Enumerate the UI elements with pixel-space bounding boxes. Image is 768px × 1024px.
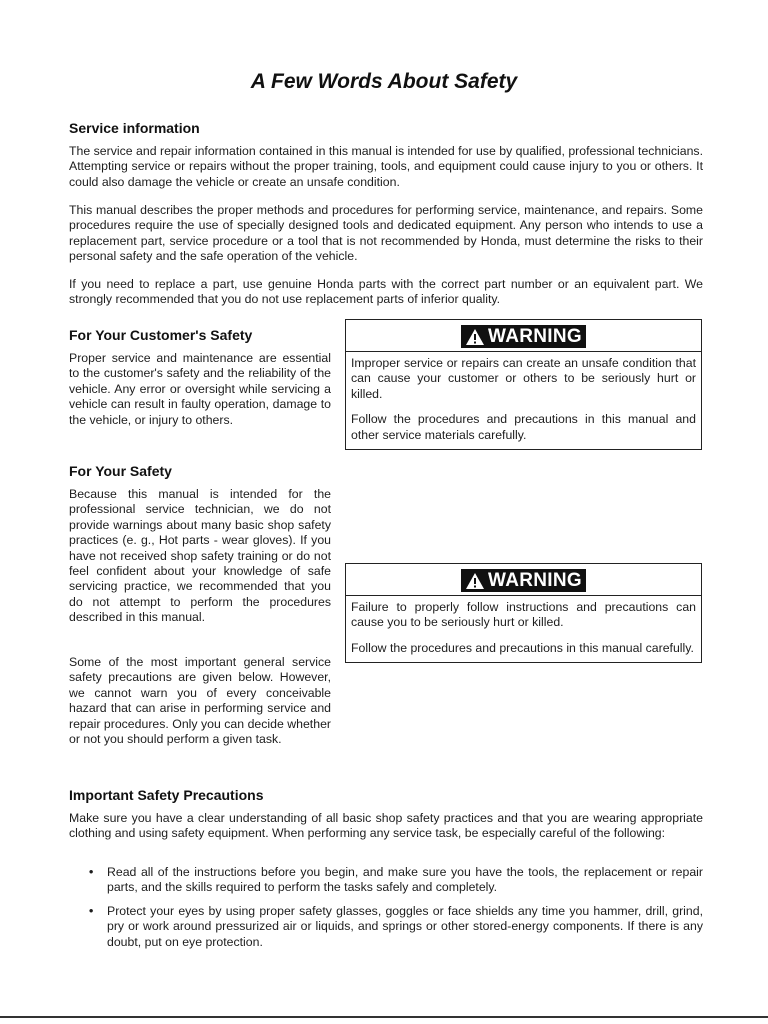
customer-safety-text: Proper service and maintenance are essential to the customer's safety and the reliability of the vehicle. Any error or oversight while servicing a vehicle can result in faulty operation, damage to the vehicle, or injury to others. bbox=[69, 351, 331, 427]
warning-label: WARNING bbox=[488, 570, 582, 591]
customer-safety-heading: For Your Customer's Safety bbox=[69, 327, 253, 343]
precautions-heading: Important Safety Precautions bbox=[69, 787, 264, 803]
bullet-icon: • bbox=[89, 865, 94, 879]
list-item bbox=[69, 865, 703, 896]
warning-text: Improper service or repairs can create an unsafe condition that can cause your customer or others to be seriously hurt or killed. bbox=[351, 356, 696, 401]
warning-text: Failure to properly follow instructions and precautions can cause you to be seriously hurt or killed. bbox=[351, 600, 696, 630]
precautions-list bbox=[69, 865, 703, 958]
warning-instruction: Follow the procedures and precautions in this manual carefully. bbox=[351, 640, 694, 655]
precautions-intro: Make sure you have a clear understanding of all basic shop safety practices and that you are wearing appropriate clothing and using safety equipment. When performing any service task, be especially careful of the following: bbox=[69, 811, 703, 841]
warning-badge bbox=[461, 569, 586, 592]
warning-label: WARNING bbox=[488, 326, 582, 347]
list-item bbox=[69, 904, 703, 950]
list-item-text: Protect your eyes by using proper safety glasses, goggles or face shields any time you hammer, drill, grind, pry or work around pressurized air or liquids, and springs or other stored-energy components. If there is any doubt, put on eye protection. bbox=[107, 903, 703, 949]
your-safety-paragraph-1: Because this manual is intended for the professional service technician, we do not provide warnings about many basic shop safety practices (e. g., Hot parts - wear gloves). If you have not received shop safety training or do not feel confident about your knowledge of safe servicing practice, we recommended that you do not attempt to perform the procedures described in this manual. bbox=[69, 487, 331, 625]
service-info-heading: Service information bbox=[69, 120, 200, 136]
warning-triangle-icon bbox=[465, 572, 485, 590]
your-safety-heading: For Your Safety bbox=[69, 463, 172, 479]
page-title: A Few Words About Safety bbox=[250, 70, 518, 93]
warning-instruction: Follow the procedures and precautions in this manual and other service materials carefully. bbox=[351, 412, 696, 442]
list-item-text: Read all of the instructions before you begin, and make sure you have the tools, the replacement or repair parts, and the skills required to perform the tasks safely and completely. bbox=[107, 865, 703, 895]
bullet-icon: • bbox=[89, 903, 94, 918]
warning-header bbox=[346, 320, 701, 352]
service-info-paragraph-1: The service and repair information contained in this manual is intended for use by qualified, professional technicians. Attempting service or repairs without the proper training, tools, and equipment could cause injury to you or others. It could also damage the vehicle or create an unsafe condition. bbox=[69, 144, 703, 189]
warning-triangle-icon bbox=[465, 328, 485, 346]
warning-badge bbox=[461, 325, 586, 348]
warning-header bbox=[346, 564, 701, 596]
service-info-paragraph-2: This manual describes the proper methods and procedures for performing service, maintenance, and repairs. Some procedures require the use of specially designed tools and dedicated equipment. Any person who intends to use a replacement part, service procedure or a tool that is not recommended by Honda, must determine the risks to their personal safety and the safe operation of the vehicle. bbox=[69, 203, 703, 264]
service-info-paragraph-3: If you need to replace a part, use genuine Honda parts with the correct part number or an equivalent part. We strongly recommended that you do not use replacement parts of inferior quality. bbox=[69, 277, 703, 307]
warning-box-customer bbox=[345, 319, 702, 450]
page-bottom-divider bbox=[0, 1016, 768, 1018]
your-safety-paragraph-2: Some of the most important general service safety precautions are given below. However, we cannot warn you of every conceivable hazard that can arise in performing service and repair procedures. Only you can decide whether or not you should perform a given task. bbox=[69, 655, 331, 747]
warning-box-technician bbox=[345, 563, 702, 663]
